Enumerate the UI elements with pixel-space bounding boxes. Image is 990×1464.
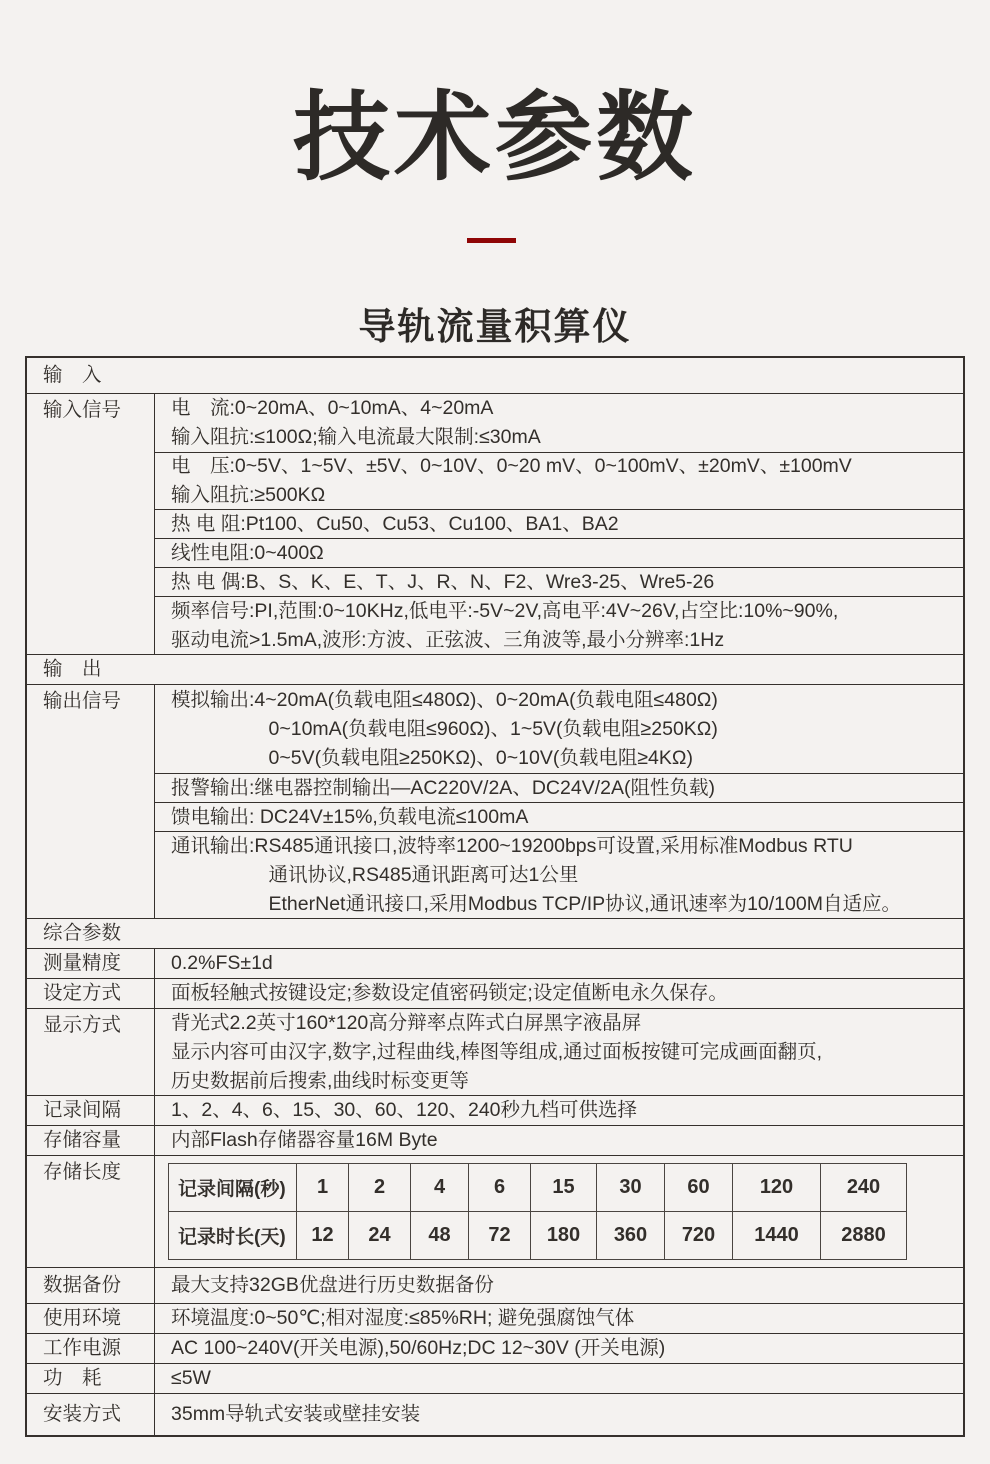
spec-line: 热 电 偶:B、S、K、E、T、J、R、N、F2、Wre3-25、Wre5-26 <box>171 570 715 593</box>
storage-table-header-cell: 记录间隔(秒) <box>169 1164 297 1212</box>
spec-line: ≤5W <box>171 1367 211 1389</box>
spec-table <box>25 356 965 1437</box>
spec-block <box>155 802 963 831</box>
spec-row-label: 输 出 <box>43 658 102 680</box>
spec-row <box>27 1155 963 1267</box>
spec-line: 频率信号:PI,范围:0~10KHz,低电平:-5V~2V,高电平:4V~26V,占空比:10%~90%, <box>171 599 839 622</box>
spec-row <box>27 393 963 654</box>
spec-line: 0~10mA(负载电阻≤960Ω)、1~5V(负载电阻≥250KΩ) <box>171 717 718 740</box>
spec-row <box>27 948 963 978</box>
spec-row-content <box>154 1304 963 1333</box>
spec-line: 通讯输出:RS485通讯接口,波特率1200~19200bps可设置,采用标准Modbus RTU <box>171 834 853 857</box>
storage-table-row <box>169 1212 907 1260</box>
product-subtitle: 导轨流量积算仪 <box>358 306 632 347</box>
spec-line: 最大支持32GB优盘进行历史数据备份 <box>171 1274 494 1296</box>
spec-line: 电 流:0~20mA、0~10mA、4~20mA <box>171 397 494 419</box>
spec-row-content <box>154 979 963 1008</box>
storage-table-value-cell: 2 <box>349 1164 411 1212</box>
storage-table-value-cell: 180 <box>531 1212 597 1260</box>
storage-table-value-cell: 4 <box>411 1164 469 1212</box>
spec-line: 电 压:0~5V、1~5V、±5V、0~10V、0~20 mV、0~100mV、±20mV、±100mV <box>171 455 852 477</box>
spec-block <box>155 979 963 1008</box>
spec-line: EtherNet通讯接口,采用Modbus TCP/IP协议,通讯速率为10/100M自适应。 <box>171 892 901 915</box>
spec-block <box>155 596 963 654</box>
spec-row-label: 工作电源 <box>43 1337 122 1359</box>
spec-line: 环境温度:0~50℃;相对湿度:≤85%RH; 避免强腐蚀气体 <box>171 1307 635 1329</box>
spec-block <box>155 1096 963 1125</box>
spec-block <box>155 1268 963 1303</box>
spec-line: 面板轻触式按键设定;参数设定值密码锁定;设定值断电永久保存。 <box>171 982 728 1004</box>
storage-table-value-cell: 6 <box>469 1164 531 1212</box>
spec-row-content <box>154 1009 963 1095</box>
spec-block <box>155 538 963 567</box>
storage-table-wrap <box>155 1156 963 1267</box>
spec-row-label: 安装方式 <box>43 1403 122 1425</box>
spec-block <box>155 773 963 802</box>
spec-line: 驱动电流>1.5mA,波形:方波、正弦波、三角波等,最小分辨率:1Hz <box>171 628 725 651</box>
spec-line: 35mm导轨式安装或壁挂安装 <box>171 1403 421 1425</box>
spec-row-label: 输入信号 <box>43 399 122 421</box>
spec-row-label: 存储长度 <box>43 1161 122 1183</box>
spec-row-label: 输出信号 <box>43 690 122 712</box>
spec-section-row <box>27 358 963 393</box>
spec-line: 通讯协议,RS485通讯距离可达1公里 <box>171 863 579 886</box>
spec-line: 0.2%FS±1d <box>171 951 273 974</box>
spec-line: 显示内容可由汉字,数字,过程曲线,棒图等组成,通过面板按键可完成画面翻页, <box>171 1040 823 1063</box>
spec-row <box>27 1333 963 1363</box>
spec-row-label: 测量精度 <box>43 952 122 974</box>
storage-table-value-cell: 48 <box>411 1212 469 1260</box>
spec-row-label: 存储容量 <box>43 1129 122 1151</box>
page-title: 技术参数 <box>293 83 697 192</box>
spec-row-content <box>154 685 963 918</box>
spec-row-label: 记录间隔 <box>43 1099 122 1121</box>
spec-row-label: 显示方式 <box>43 1014 122 1036</box>
spec-row-content <box>154 394 963 654</box>
spec-line: 热 电 阻:Pt100、Cu50、Cu53、Cu100、BA1、BA2 <box>171 512 619 535</box>
spec-row-content <box>154 1394 963 1435</box>
title-underline <box>467 238 516 243</box>
spec-row-content <box>154 1156 963 1267</box>
storage-table-value-cell: 1440 <box>733 1212 821 1260</box>
spec-row-label: 功 耗 <box>43 1367 102 1389</box>
storage-table-header-cell: 记录时长(天) <box>169 1212 297 1260</box>
spec-row-content <box>154 1126 963 1155</box>
spec-row <box>27 1363 963 1393</box>
spec-line: 输入阻抗:≥500KΩ <box>171 484 326 506</box>
spec-row <box>27 1393 963 1435</box>
spec-line: AC 100~240V(开关电源),50/60Hz;DC 12~30V (开关电源) <box>171 1337 666 1359</box>
spec-line: 1、2、4、6、15、30、60、120、240秒九档可供选择 <box>171 1099 638 1121</box>
storage-table-value-cell: 360 <box>597 1212 665 1260</box>
spec-line: 模拟输出:4~20mA(负载电阻≤480Ω)、0~20mA(负载电阻≤480Ω) <box>171 688 718 711</box>
storage-table-value-cell: 15 <box>531 1164 597 1212</box>
spec-row <box>27 978 963 1008</box>
storage-table-value-cell: 24 <box>349 1212 411 1260</box>
spec-line: 内部Flash存储器容量16M Byte <box>171 1128 438 1151</box>
spec-row-content <box>154 1334 963 1363</box>
spec-line: 报警输出:继电器控制输出—AC220V/2A、DC24V/2A(阻性负载) <box>171 776 715 799</box>
spec-line: 线性电阻:0~400Ω <box>171 541 324 564</box>
spec-section-row <box>27 654 963 684</box>
spec-block <box>155 949 963 977</box>
spec-line: 馈电输出: DC24V±15%,负载电流≤100mA <box>171 805 529 828</box>
spec-line: 0~5V(负载电阻≥250KΩ)、0~10V(负载电阻≥4KΩ) <box>171 746 693 769</box>
spec-block <box>155 567 963 596</box>
spec-row-label: 输 入 <box>43 364 102 386</box>
spec-block <box>155 1334 963 1363</box>
spec-block <box>155 1394 963 1435</box>
spec-block <box>155 685 963 773</box>
spec-block <box>155 1009 963 1095</box>
storage-table-row <box>169 1164 907 1212</box>
storage-table-value-cell: 60 <box>665 1164 733 1212</box>
spec-row-label: 使用环境 <box>43 1307 122 1329</box>
spec-row <box>27 684 963 918</box>
spec-row <box>27 1008 963 1095</box>
spec-block <box>155 1364 963 1393</box>
spec-row-label: 数据备份 <box>43 1274 122 1296</box>
spec-row-label: 设定方式 <box>43 982 122 1004</box>
spec-line: 输入阻抗:≤100Ω;输入电流最大限制:≤30mA <box>171 426 541 448</box>
storage-table-value-cell: 2880 <box>821 1212 907 1260</box>
spec-block <box>155 831 963 918</box>
spec-row <box>27 1125 963 1155</box>
spec-block <box>155 1126 963 1154</box>
spec-row-content <box>154 1096 963 1125</box>
storage-table-value-cell: 30 <box>597 1164 665 1212</box>
storage-table-value-cell: 240 <box>821 1164 907 1212</box>
spec-block <box>155 452 963 509</box>
spec-row-content <box>154 949 963 978</box>
spec-block <box>155 394 963 452</box>
storage-table-value-cell: 12 <box>297 1212 349 1260</box>
storage-table-value-cell: 1 <box>297 1164 349 1212</box>
spec-row-label: 综合参数 <box>43 922 122 944</box>
spec-row <box>27 1303 963 1333</box>
storage-table-value-cell: 72 <box>469 1212 531 1260</box>
storage-table-value-cell: 720 <box>665 1212 733 1260</box>
spec-section-row <box>27 918 963 948</box>
spec-line: 背光式2.2英寸160*120高分辩率点阵式白屏黑字液晶屏 <box>171 1011 642 1034</box>
storage-table-value-cell: 120 <box>733 1164 821 1212</box>
spec-block <box>155 1304 963 1333</box>
spec-line: 历史数据前后搜索,曲线时标变更等 <box>171 1069 469 1092</box>
spec-row <box>27 1095 963 1125</box>
spec-row-content <box>154 1268 963 1303</box>
spec-block <box>155 509 963 538</box>
storage-duration-table <box>168 1163 907 1260</box>
spec-row <box>27 1267 963 1303</box>
spec-row-content <box>154 1364 963 1393</box>
